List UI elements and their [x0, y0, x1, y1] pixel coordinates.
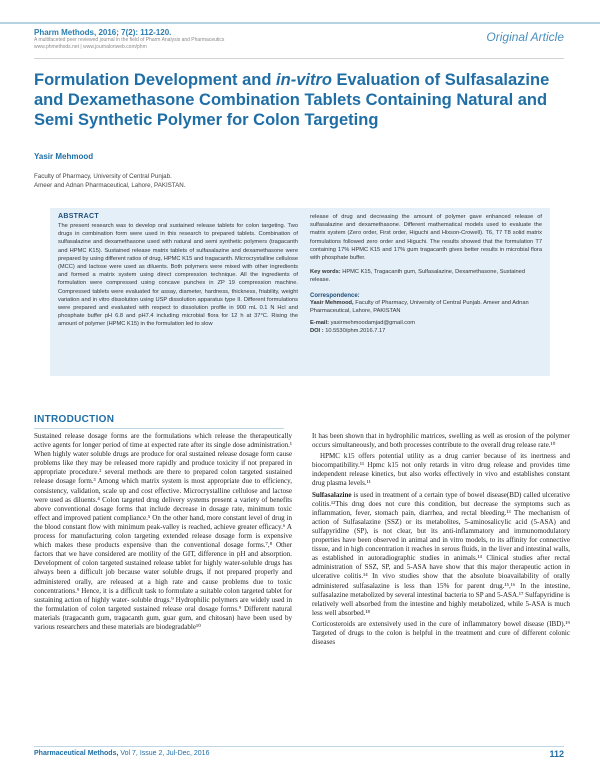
correspondence-heading: Correspondence:: [310, 292, 360, 299]
footer-citation: Pharmaceutical Methods, Vol 7, Issue 2, Jul-Dec, 2016: [34, 750, 210, 757]
abstract-text-1: The present research was to develop oral sustained release tablets for colon targeting. Two drugs in combination form were used in this research to prepared tablets. Combination of sulfasalazine and dexamethasone used with natural and semi synthetic polymers (tragacanth and HPMC K15). Sustained release matrix tablets of sulfasalazine and dexamethasone were prepared by using different ratios of drug, HPMC K15 and tragacanth. Microcrystalline cellulose (MCC) and lactose were used as diluents. Both polymers were mixed with other ingredients and formed a matrix system using direct compression technique. All the ingredients of formulation were compressed using concave punches in ZP 19 compression machine. Compressed tablets were evaluated for assay, diameter, hardness, thickness, friability, weight variation and in vitro dissolution using USP dissolution apparatus type II. Different formulations were prepared and evaluated with respect to dissolution profile in 900 mL 0.1 N Hcl and phosphate buffer pH 6.8 and pH7.4 including microbial flora for 12 h at 37°C. Rising the amount of polymer (HPMC K15) in the formulation led to slow: [58, 223, 298, 328]
abstract-heading: ABSTRACT: [58, 213, 99, 220]
body-column-left: [34, 432, 292, 634]
keywords: [310, 268, 542, 284]
paper-title: Formulation Development and in-vitro Evaluation of Sulfasalazine and Dexamethasone Combination Tablets Containing Natural and Semi Synthetic Polymer for Colon Targeting: [34, 71, 550, 129]
footer-rule: [34, 746, 564, 747]
keywords-list: HPMC K15, Tragacanth gum, Sulfasalazine, Dexamethasone, Sustained release.: [310, 269, 525, 284]
header-divider: [34, 58, 564, 59]
journal-name: Pharm Methods, 2016; 7(2): 112-120.: [34, 28, 172, 37]
correspondence-doi: DOI : 10.5530/phm.2016.7.17: [310, 328, 386, 335]
email-link[interactable]: yasirmehmoodamjad@gmail.com: [330, 320, 416, 327]
title-italic: in-vitro: [276, 71, 332, 89]
intro-paragraph-3: HPMC k15 offers potential utility as a drug carrier because of its inertness and biocompatibility.¹¹ Hpmc k15 not only retards in vitro drug release and provides time independent release kinetics, but also works effectively in vivo and establishes constant drug plasma levels.¹¹: [312, 452, 570, 488]
intro-paragraph-5: Corticosteroids are extensively used in the cure of inflammatory bowel disease (IBD).¹⁹ Targeted of drugs to the colon is helpful in the treatment and cure of different colonic diseases: [312, 619, 570, 647]
correspondence-name: Yasir Mehmood,: [310, 299, 354, 306]
keywords-label: Key words:: [310, 269, 341, 276]
affiliations: [34, 172, 185, 190]
body-column-right: [312, 432, 570, 649]
article-type-label: Original Article: [486, 30, 564, 44]
correspondence-email: E-mail: yasirmehmoodamjad@gmail.com: [310, 320, 416, 327]
page-number: 112: [549, 749, 564, 759]
affiliation-2: Ameer and Adnan Pharmaceutical, Lahore, PAKISTAN.: [34, 182, 186, 189]
abstract-column-1: [58, 213, 298, 329]
correspondence-details: Yasir Mehmood, Faculty of Pharmacy, University of Central Punjab. Ameer and Adnan Pharmaceutical, Lahore, PAKISTAN: [310, 299, 529, 314]
abstract-column-2: [310, 213, 542, 335]
journal-info: [34, 28, 374, 50]
journal-website[interactable]: www.phmethods.net | www.journalonweb.com/phm: [34, 43, 147, 50]
doi-link[interactable]: 10.5530/phm.2016.7.17: [325, 328, 386, 335]
author-name: Yasir Mehmood: [34, 152, 94, 161]
introduction-heading: INTRODUCTION: [34, 414, 115, 425]
introduction-rule: [34, 428, 284, 429]
journal-description: A multifaceted peer reviewed journal in the field of Pharm Analysis and Pharmaceutics: [34, 37, 225, 43]
abstract-text-2: release of drug and decreasing the amount of polymer gave enhanced release of sulfasalazine and dexamethasone. Different mathematical models used to evaluate the matrix system (Zero order, First order, Higuchi and Hixson-Crowell). T6, T7 T8 solid matrix formulations followed zero order and Higuchi. The results showed that the formulation T7 containing 17% HPMC K15 and 17% gum tragacanth gives better results in microbial flora with phosphate buffer.: [310, 214, 542, 262]
intro-paragraph-4: Sulfasalazine is used in treatment of a certain type of bowel disease(BD) called ulcerative colitis.¹²This drug does not cure this condition, but decrease the symptoms such as inflammation, fever, stomach pain, diarrhea, and rectal bleeding.¹³ The mechanism of action of Sulfasalazine (SSZ) or its metabolites, 5-aminosalicylic acid (5-ASA) and sulfapyridine (SP), is not clear, but its anti-inflammatory and immunomodulatory properties have been observed in animal and in vitro models, to its affinity for connective tissue, and in high concentration it reaches in serous fluids, in the liver and intestinal walls, as established in autoradiographic studies in animals.¹⁴ Clinical studies after rectal administration of SSZ, SP, and 5-ASA have show that this major therapeutic action in ulcerative colitis.¹⁴ In vivo studies show that the absolute bioavailability of orally administered sulfasalazine is less than 15% for parent drug.¹⁵,¹⁶ In the intestine, sulfasalazine metabolized by several intestinal bacteria to SP and 5-ASA.¹⁷ Sulfapyridine is relatively well absorbed from the intestine and highly metabolized, while 5-ASA is much less well absorbed.¹⁸: [312, 490, 570, 617]
intro-paragraph-1: Sustained release dosage forms are the formulations which release the therapeutically active agents for longer period of time at expected rate after its single dose administration.¹ When highly water soluble drugs are produce for oral sustained release dosage form cause problems like they may be released more rapidly and produce toxicity if not prepared in appropriate procedure.² several methods are there to prepared colon targeted sustained release dosage form.³ Among which matrix system is most appropriate due to efficiency, consistency, validation, scale up and cost effective. Microcrystalline cellulose and lactose were used as diluents.⁴ Colon targeted drug delivery systems present a variety of benefits above conventional dosage forms that include decrease in dosage rate, minimum toxic effect and improved patient compliance.⁵ On the other hand, more constant level of drug in the blood constant flow with minimum peak-valley is reached, achieve greater efficacy.⁶ A process for manufacturing colon targeting extended release dosage form is expensive which makes these products expensive than the conventional dosage forms.⁷,⁸ Other factors that we have considered are motility of the GIT, difference in pH and absorption. Development of colon targeted sustained release tablet for highly water-soluble drugs has always been a difficult job because water soluble drugs, if not prepared properly and administered orally, are released at a high rate and cause problems due to toxic concentrations.⁹ Hence, it is a difficult task to formulate a suitable colon targeted tablet for sustaining action of highly water- soluble drugs.⁹ Hydrophilic polymers are widely used in the formulation of colon targeted sustained release oral dosage forms.⁹ Different natural materials (tragacanth gum, tragacanth gum, guar gum, and chitosan) have been used by various researchers and these materials are biodegradable¹⁰: [34, 432, 292, 631]
intro-paragraph-2: It has been shown that in hydrophilic matrices, swelling as well as erosion of the polymer occurs simultaneously, and both processes contribute to the overall drug release rate.¹⁰: [312, 432, 570, 450]
top-accent-bar: [0, 22, 600, 24]
affiliation-1: Faculty of Pharmacy, University of Central Punjab.: [34, 173, 172, 180]
